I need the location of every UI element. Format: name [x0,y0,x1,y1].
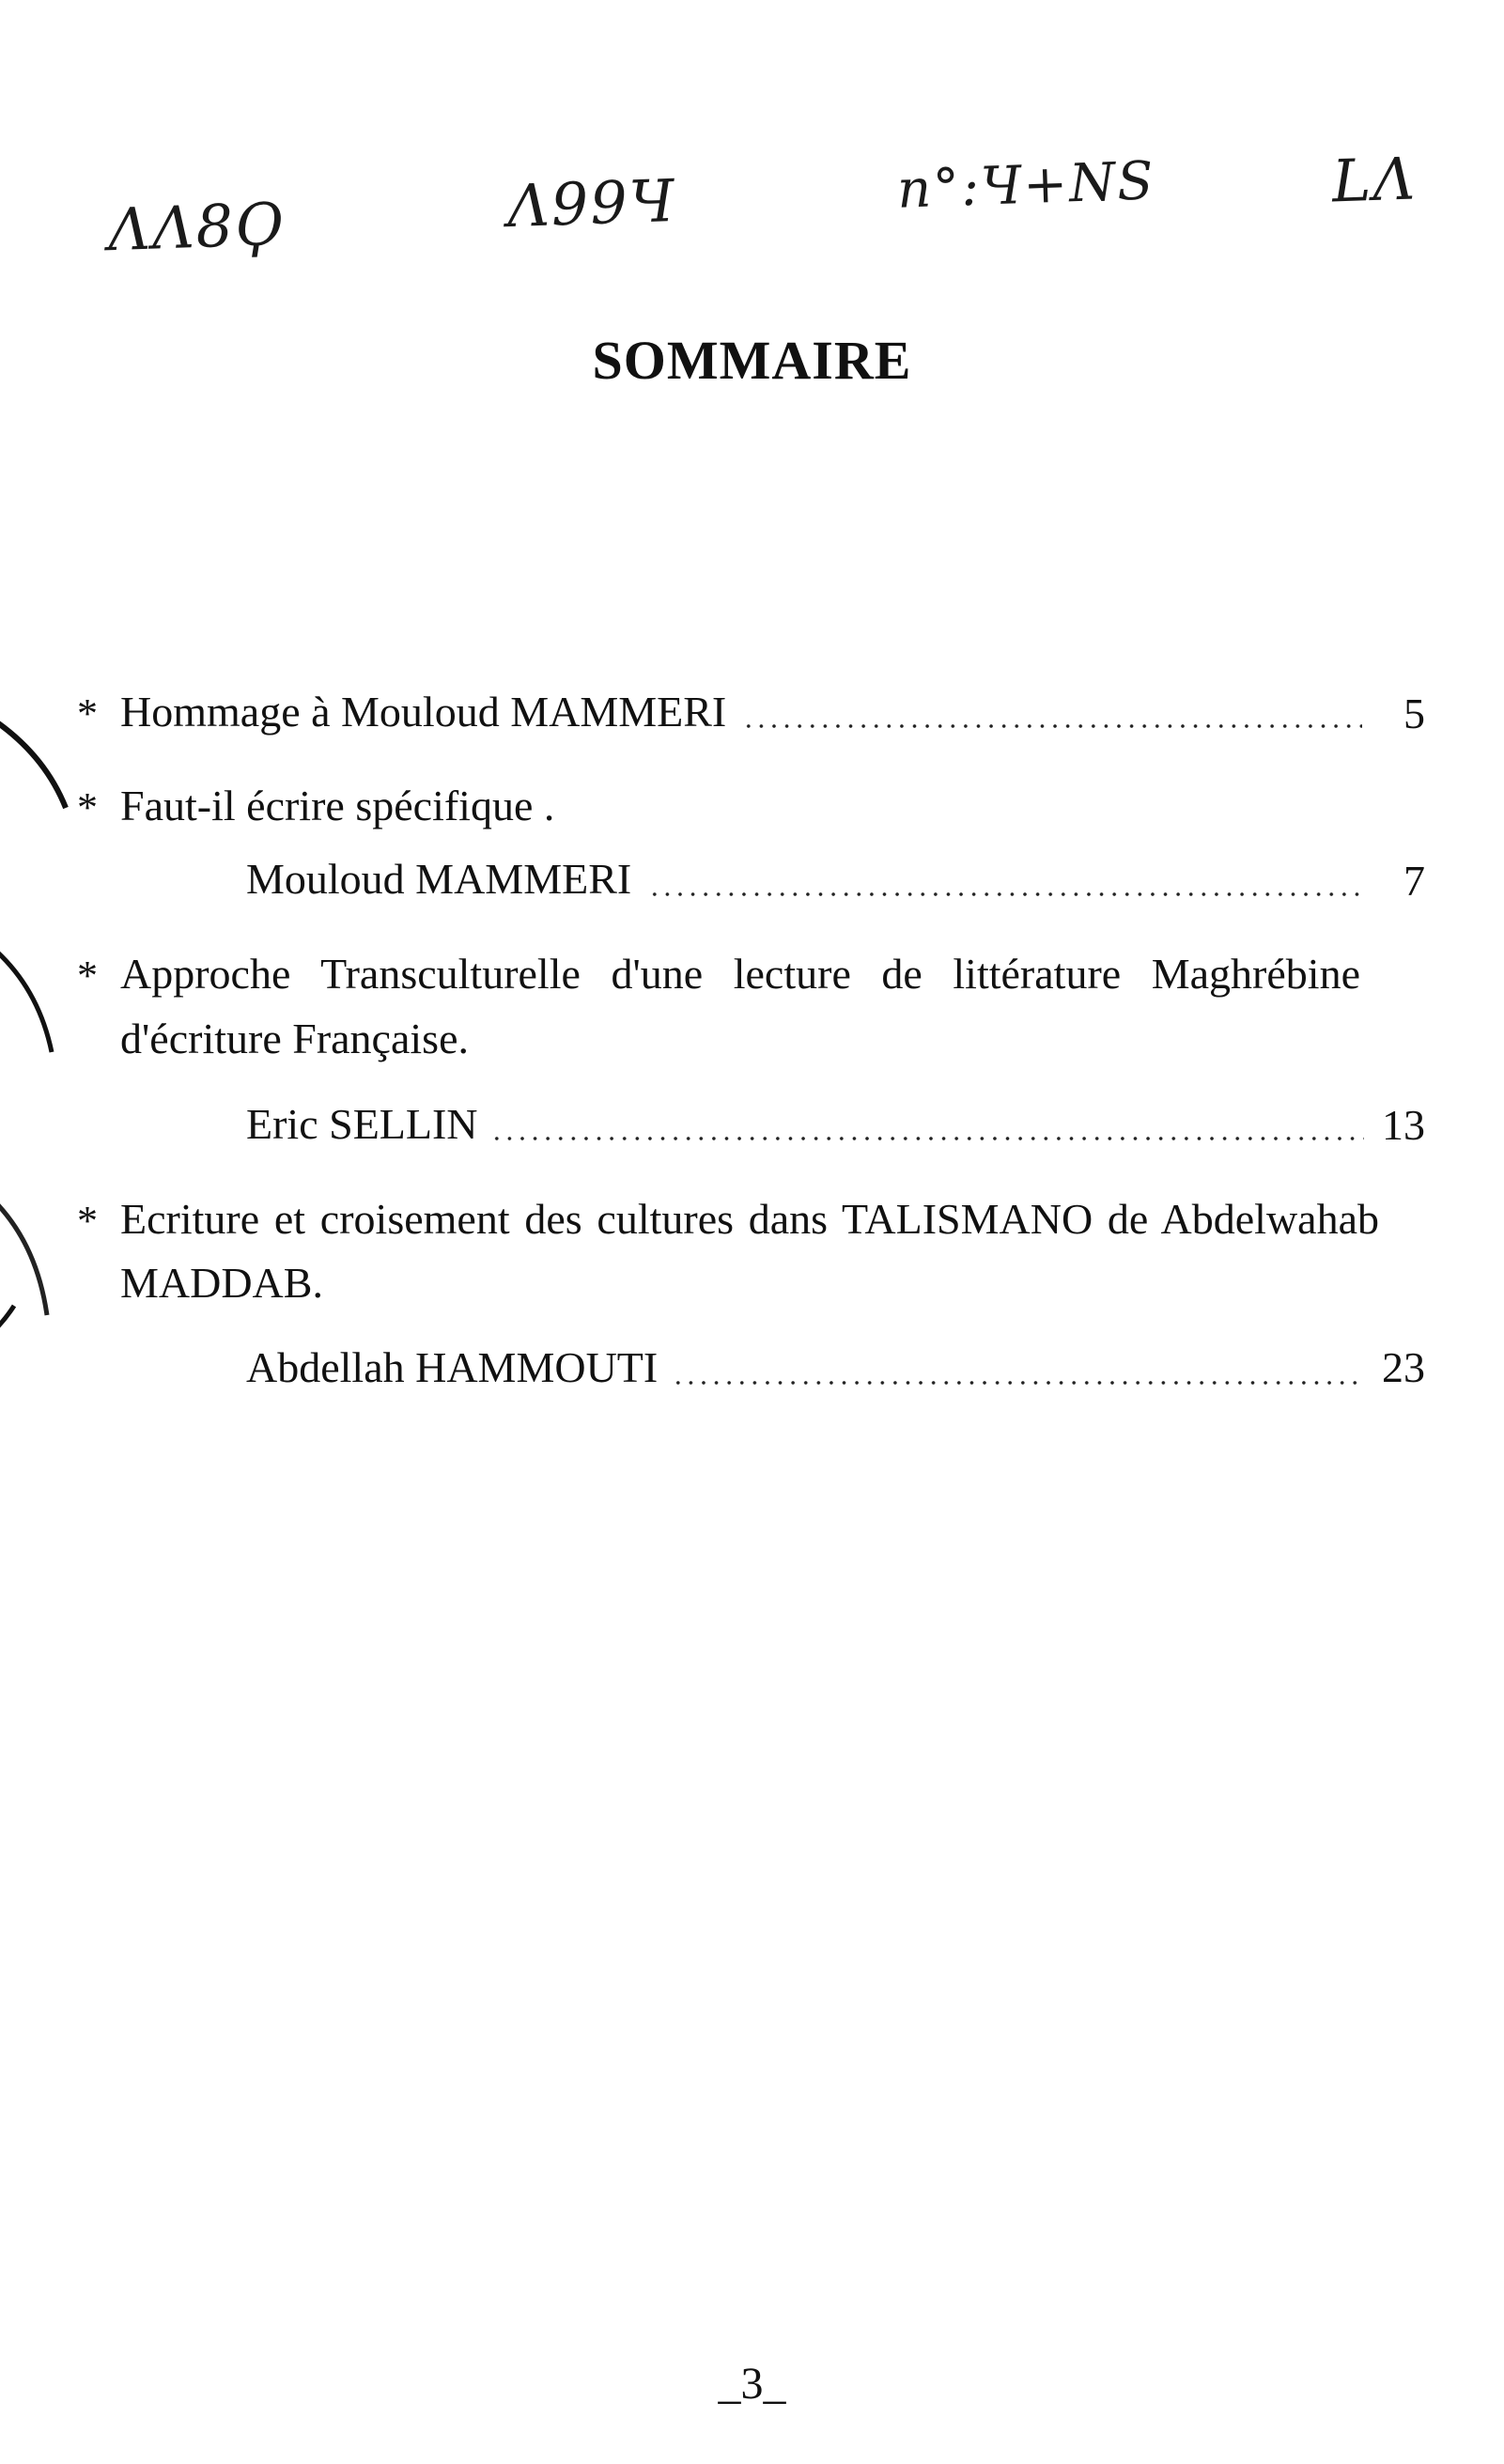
entry-bullet: * [77,1198,98,1244]
entry-title: Hommage à Mouloud MAMMERI [120,688,727,736]
entry-bullet: * [77,953,98,999]
handwritten-note: Λ99Ч [505,165,677,241]
entry-author: Abdellah HAMMOUTI [246,1343,659,1391]
entry-title-line: d'écriture Française. [120,1015,469,1062]
library-stamp [0,658,89,1371]
entry-bullet: * [77,784,98,830]
handwritten-note: ΛΛ8Ϙ [106,189,287,265]
entry-page-number: 5 [1403,690,1425,737]
entry-page-number: 7 [1403,857,1425,905]
entry-title-line: MADDAB. [120,1259,323,1307]
page-number-footer: _3_ [718,2359,786,2409]
entry-author: Mouloud MAMMERI [246,855,632,903]
dot-leader [648,892,1362,896]
handwritten-note: n°:Ч+NS [895,150,1156,221]
entry-page-number: 13 [1382,1101,1425,1149]
entry-page-number: 23 [1382,1343,1425,1391]
dot-leader [490,1137,1364,1140]
dot-leader [742,724,1362,728]
entry-title-line: Ecriture et croisement des cultures dans TALISMANO de Abdelwahab [120,1195,1379,1243]
entry-bullet: * [77,690,98,736]
dot-leader [672,1381,1362,1385]
page-title: SOMMAIRE [592,330,912,391]
entry-title-line: Approche Transculturelle d'une lecture de littérature Maghrébine [120,950,1360,998]
entry-title: Faut-il écrire spécifique . [120,782,555,829]
handwritten-note: LΛ [1330,144,1419,216]
entry-author: Eric SELLIN [246,1100,478,1148]
